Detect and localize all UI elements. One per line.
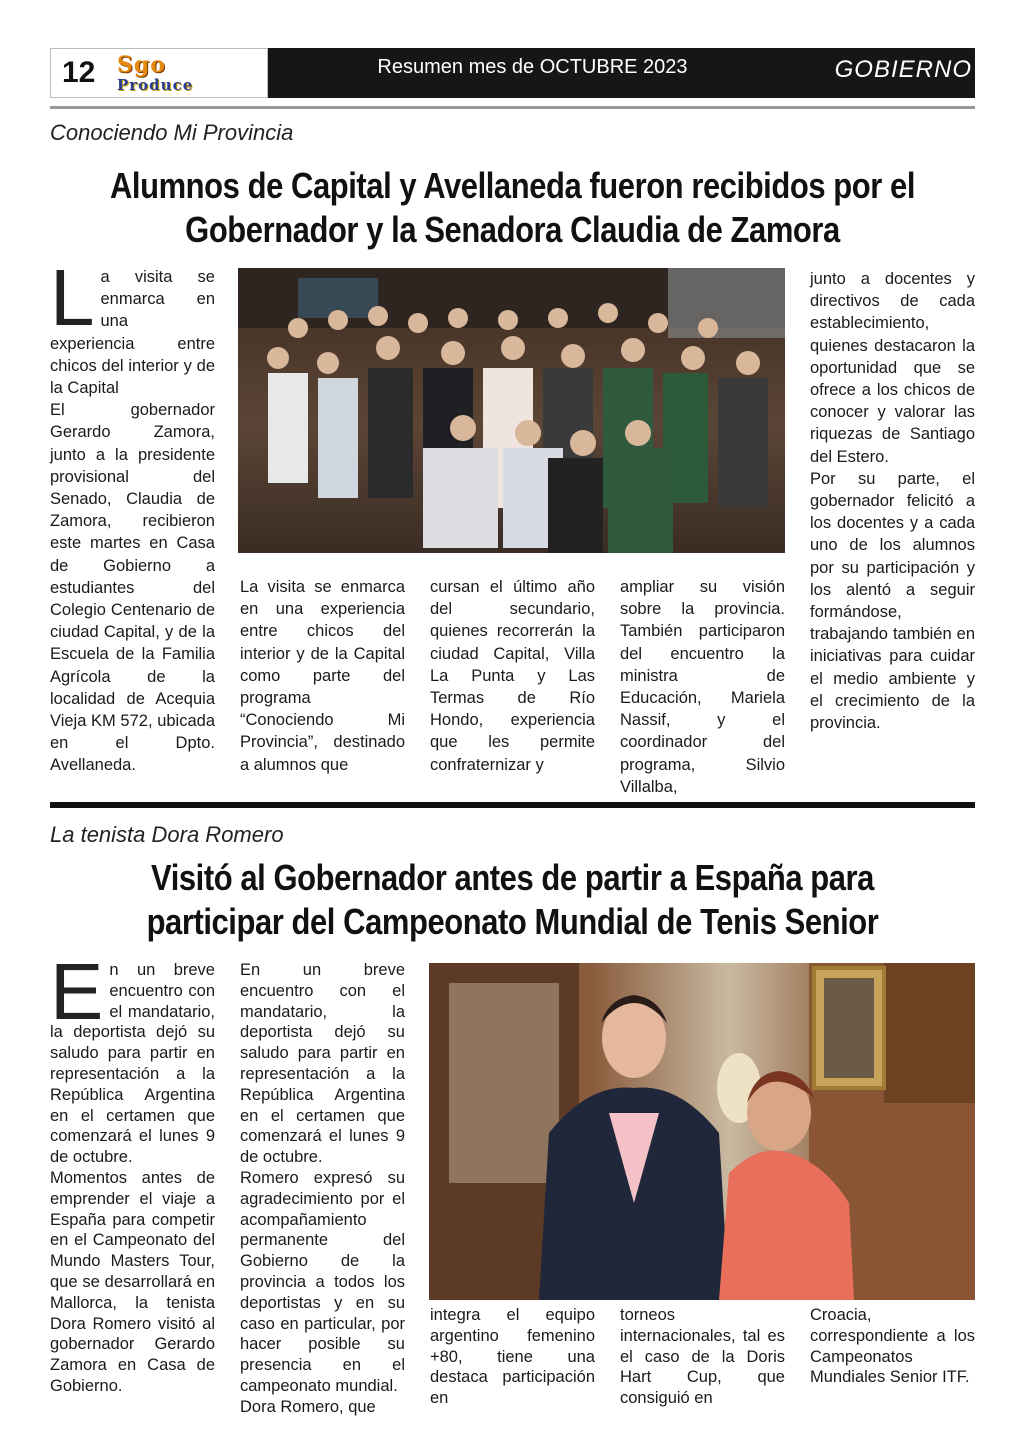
article1-col3: cursan el último año del secundario, quienes recorrerán la ciudad Capital, Villa La Punta y Las Termas de Río Hondo, experiencia que les permite confraternizar y	[430, 578, 595, 774]
article2-headline-line2: participar del Campeonato Mundial de Tenis Senior	[146, 901, 879, 942]
article2-col5: Croacia, correspondiente a los Campeonatos Mundiales Senior ITF.	[810, 1306, 975, 1387]
article2-col2-p1: En un breve encuentro con el mandatario, la deportista dejó su saludo para partir en representación a la República Argentina en el certamen que comenzará el lunes 9 de octubre.	[240, 961, 405, 1167]
article1-col5	[810, 268, 975, 734]
article2-headline	[106, 856, 919, 944]
article1-headline-line2: Gobernador y la Senadora Claudia de Zamora	[185, 209, 840, 250]
article2-col3: integra el equipo argentino femenino +80, tiene una destaca participación en	[430, 1306, 595, 1408]
page-number: 12	[62, 56, 96, 89]
article1-headline	[106, 164, 919, 252]
article1-col1-body: El gobernador Gerardo Zamora, junto a la presidente provisional del Senado, Claudia de Zamora, recibieron este martes en Casa de Gobierno a estudiantes del Colegio Centenario de ciudad Capital, y de la Escuela de la Familia Agrícola de la localidad de Acequia Vieja KM 572, ubicada en el Dpto. Avellaneda.	[50, 401, 215, 775]
article2-headline-line1: Visitó al Gobernador antes de partir a España para	[151, 857, 874, 898]
article1-col5-p1: junto a docentes y directivos de cada establecimiento, quienes destacaron la oportunidad que se ofrece a los chicos de conocer y valorar las riquezas de Santiago del Estero.	[810, 270, 975, 466]
article1-headline-line1: Alumnos de Capital y Avellaneda fueron recibidos por el	[109, 165, 915, 206]
article2-col1-p1: n un breve encuentro con el mandatario, la deportista dejó su saludo para partir en representación a la República Argentina en el certamen que comenzará el lunes 9 de octubre.	[50, 961, 215, 1167]
section-name: GOBIERNO	[834, 56, 972, 83]
article2-col1	[50, 947, 215, 1397]
article2-kicker: La tenista Dora Romero	[50, 822, 284, 847]
logo-produce: Produce	[117, 76, 194, 94]
article1-dropcap: L	[50, 253, 95, 342]
article2-col2	[240, 960, 405, 1418]
photo-students-illustration	[238, 268, 785, 553]
article1-col2: La visita se enmarca en una experiencia entre chicos del interior y de la Capital como parte del programa “Conociendo Mi Provincia”, destinado a alumnos que	[240, 578, 405, 774]
article1-col5-p2: Por su parte, el gobernador felicitó a los docentes y a cada uno de los alumnos por su participación y los alentó a seguir formándose, trabajando también en iniciativas para cuidar el medio ambiente y el crecimiento de la provincia.	[810, 469, 975, 733]
section-separator	[50, 802, 975, 808]
article1-kicker: Conociendo Mi Provincia	[50, 120, 294, 145]
photo-governor-and-romero	[429, 963, 975, 1300]
article2-col1-p2: Momentos antes de emprender el viaje a España para competir en el Campeonato del Mundo Masters Tour, que se desarrollará en Mallorca, la tenista Dora Romero visitó al gobernador Gerardo Zamora en Casa de Gobierno.	[50, 1168, 215, 1395]
header-rule	[50, 106, 975, 109]
article1-col1	[50, 253, 215, 777]
article2-col2-p2: Romero expresó su agradecimiento por el acompañamiento permanente del Gobierno de la provincia a todos los deportistas y en su caso en particular, por hacer posible su presencia en el campeonato mundial.	[240, 1168, 405, 1395]
article2-col4: torneos internacionales, tal es el caso de la Doris Hart Cup, que consiguió en	[620, 1306, 785, 1408]
article1-col1-lead: a visita se enmarca en una experiencia entre chicos del interior y de la Capital	[50, 268, 215, 398]
logo-sgo: Sgo	[117, 52, 166, 78]
photo-students-group	[238, 268, 785, 553]
article2-col2-p3: Dora Romero, que	[240, 1397, 376, 1416]
photo-governor-illustration	[429, 963, 975, 1300]
issue-title: Resumen mes de OCTUBRE 2023	[377, 56, 688, 78]
article2-dropcap: E	[50, 947, 104, 1036]
article1-col4: ampliar su visión sobre la provincia. También participaron del encuentro la ministra de Educación, Mariela Nassif, y el coordinador del programa, Silvio Villalba,	[620, 578, 785, 796]
